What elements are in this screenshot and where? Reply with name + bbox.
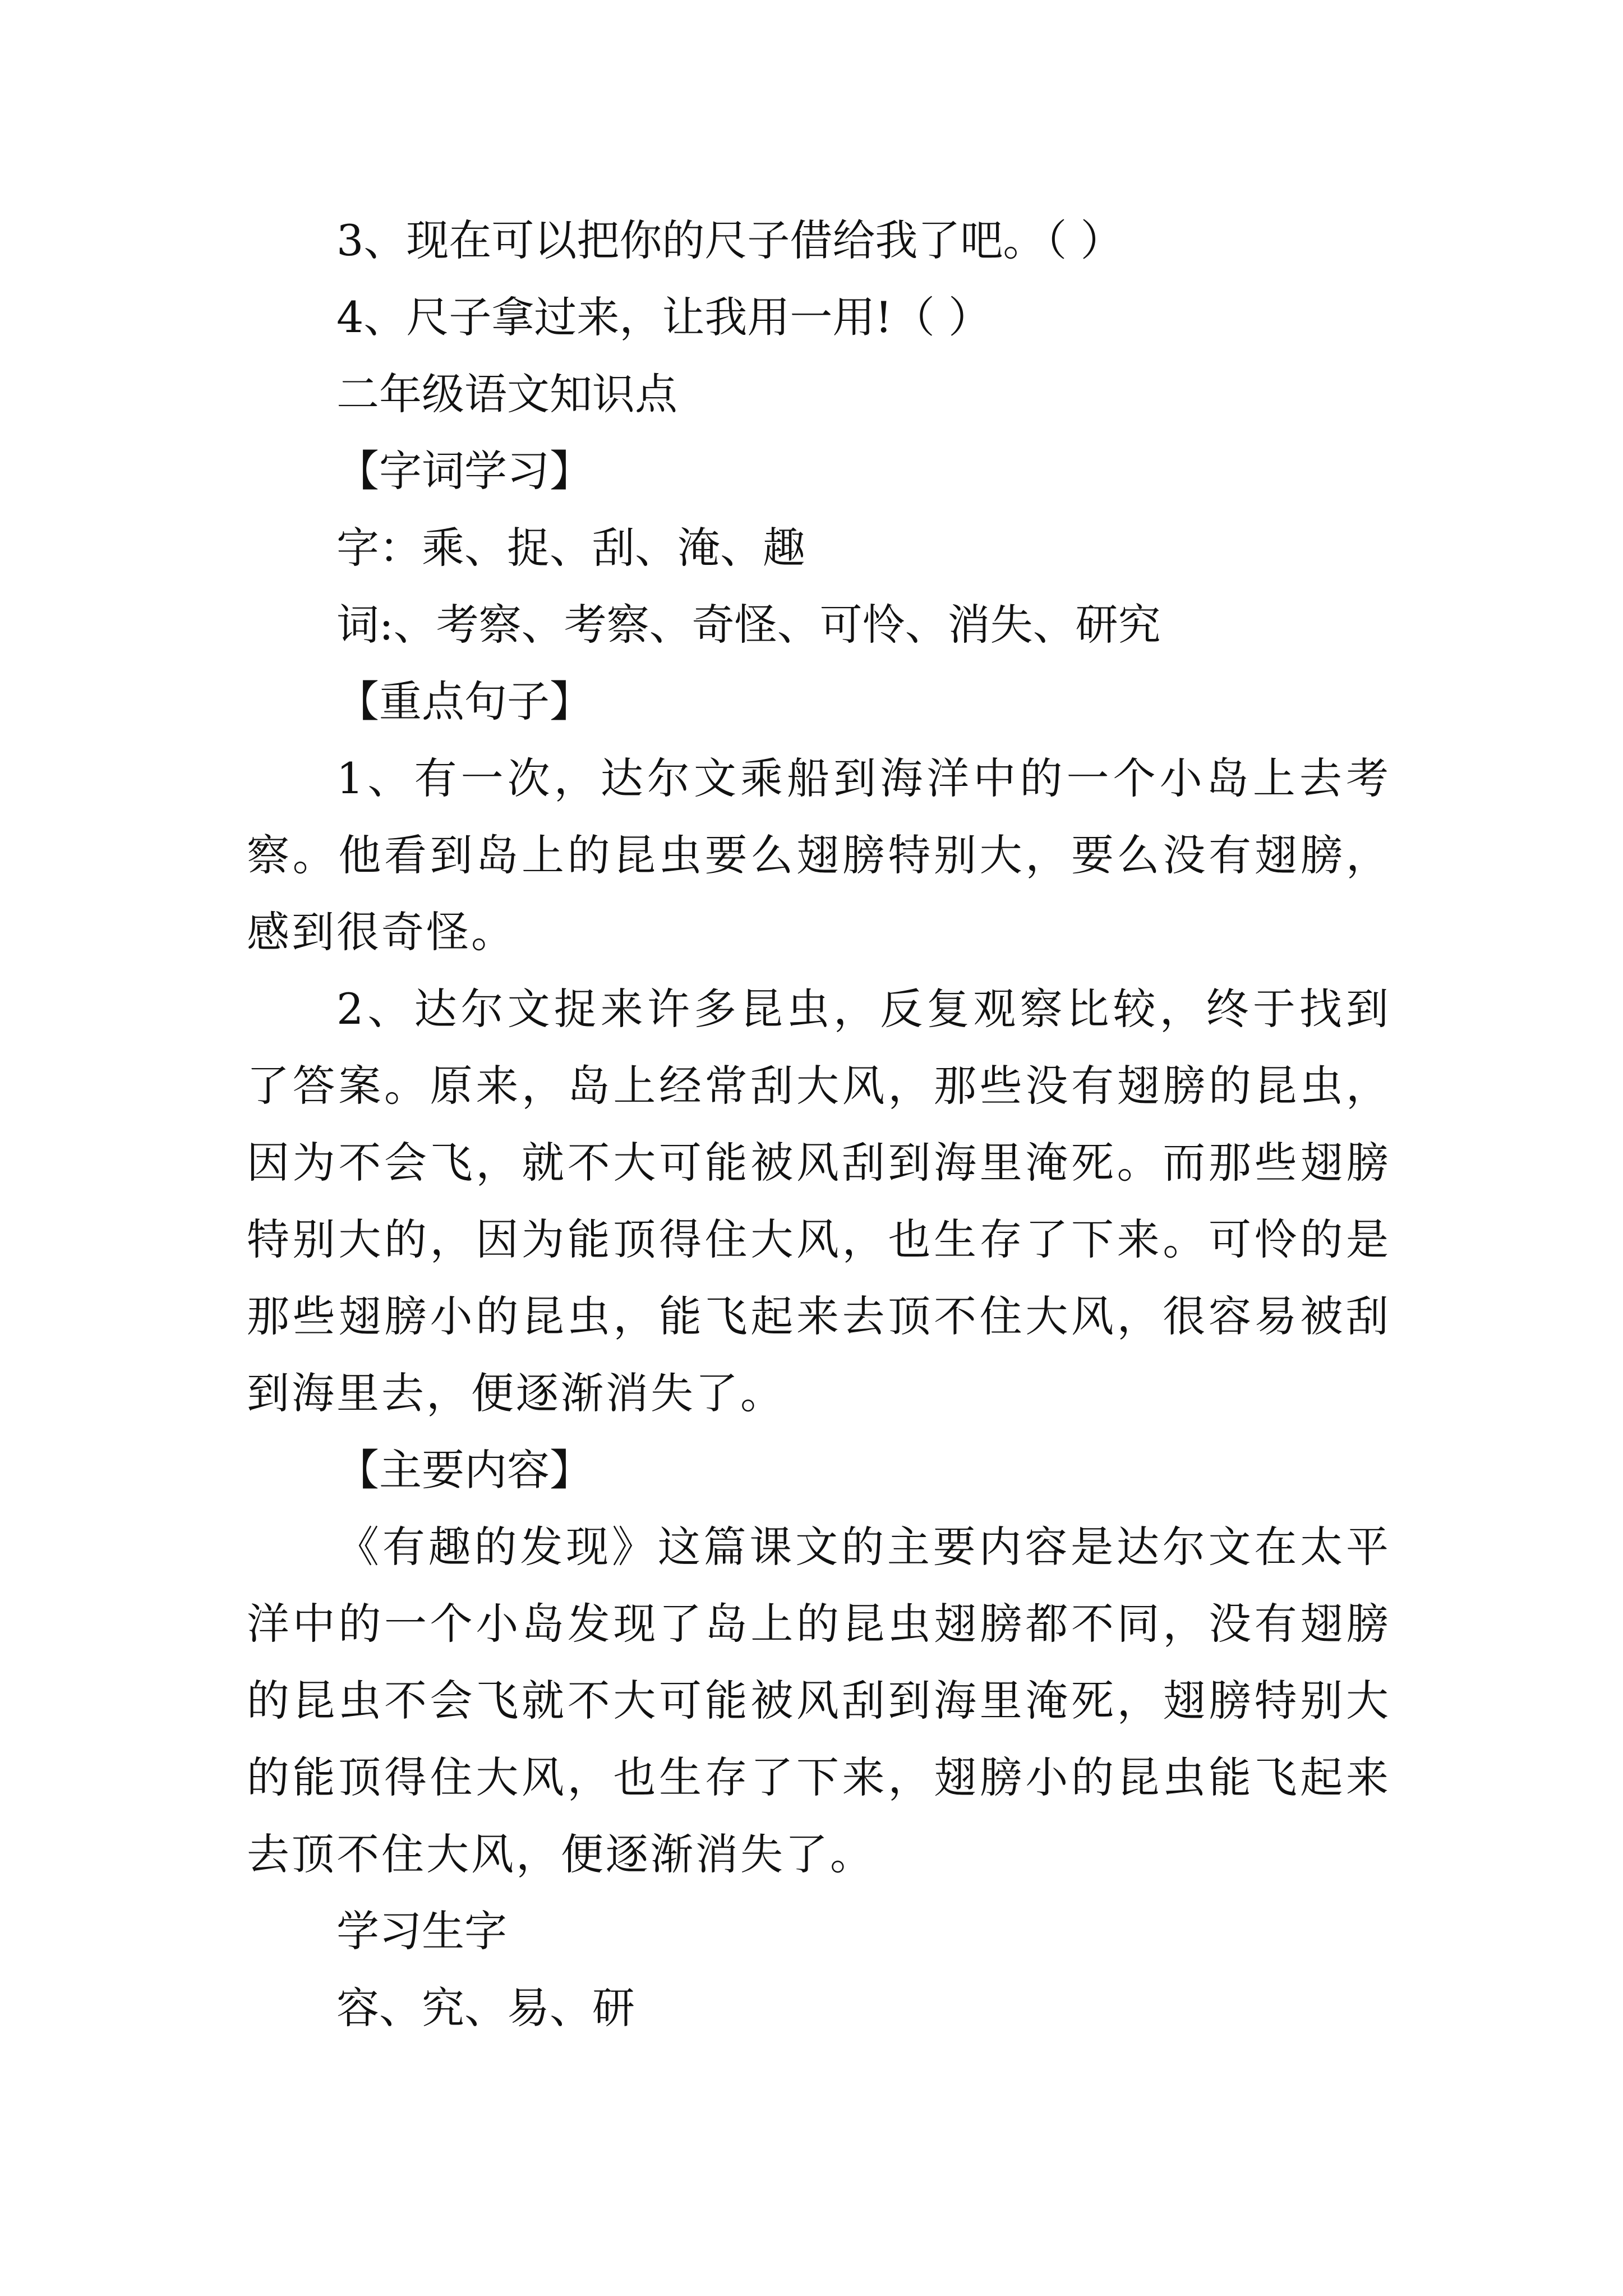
- vocabulary-line: 词:、考察、考察、奇怪、可怜、消失、研究: [336, 600, 1161, 650]
- section-heading: 二年级语文知识点: [336, 369, 677, 419]
- question-4: 4、尺子拿过来，让我用一用!（ ）: [336, 292, 992, 342]
- study-characters-list: 容、究、易、研: [336, 1983, 635, 2033]
- sentence-1: 1、有一次，达尔文乘船到海洋中的一个小岛上去考察。他看到岛上的昆虫要么翅膀特别大，要么没有翅膀，感到很奇怪。: [247, 753, 1391, 957]
- words-section-title: 【字词学习】: [336, 446, 592, 496]
- study-characters-title: 学习生字: [336, 1906, 507, 1956]
- main-content-title: 【主要内容】: [336, 1445, 592, 1495]
- key-sentences-title: 【重点句子】: [336, 677, 592, 726]
- main-content-paragraph: 《有趣的发现》这篇课文的主要内容是达尔文在太平洋中的一个小岛发现了岛上的昆虫翅膀都不同，没有翅膀的昆虫不会飞就不大可能被风刮到海里淹死，翅膀特别大的能顶得住大风，也生存了下来，翅膀小的昆虫能飞起来去顶不住大风，便逐渐消失了。: [247, 1522, 1391, 1879]
- sentence-2: 2、达尔文捉来许多昆虫，反复观察比较，终于找到了答案。原来，岛上经常刮大风，那些没有翅膀的昆虫，因为不会飞，就不大可能被风刮到海里淹死。而那些翅膀特别大的，因为能顶得住大风，也生存了下来。可怜的是那些翅膀小的昆虫，能飞起来去顶不住大风，很容易被刮到海里去，便逐渐消失了。: [247, 984, 1391, 1418]
- question-3: 3、现在可以把你的尺子借给我了吧。（ ）: [336, 215, 1123, 265]
- characters-line: 字：乘、捉、刮、淹、趣: [336, 523, 805, 573]
- document-body: [247, 202, 1391, 2046]
